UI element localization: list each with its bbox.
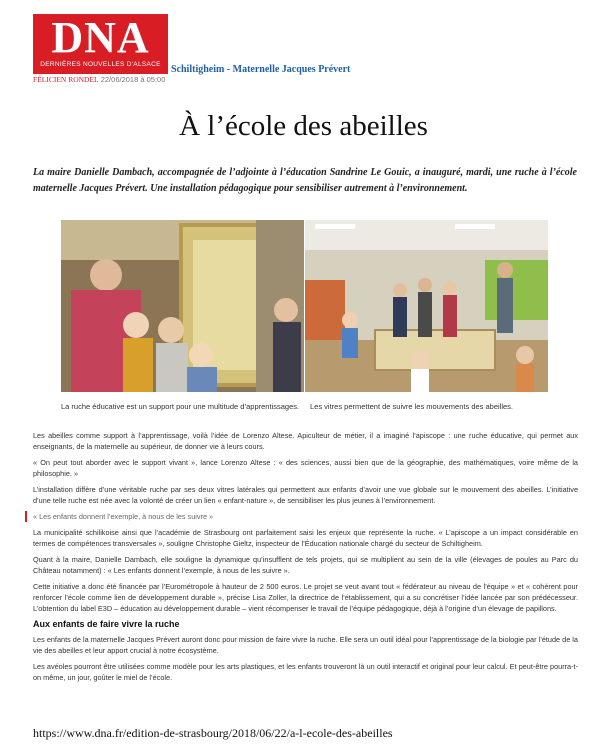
photo-classroom[interactable]: [305, 220, 548, 392]
logo-subtitle: DERNIÈRES NOUVELLES D'ALSACE: [40, 61, 161, 68]
article-paragraph: Quant à la maire, Danielle Dambach, elle souligne la dynamique qu’insufflent de tels projets, qui se multiplient au sein de la ville (élevages de poules au Parc du Château notamment) : « Les enfants donnent l’exemple, à nous de les suivre ».: [33, 555, 578, 575]
logo-wordmark: DNA: [51, 13, 150, 62]
byline-date: 22/06/2018 à 05:00: [100, 75, 166, 84]
article-paragraph: Les avéoles pourront être utilisées comme modèle pour les arts plastiques, et les enfants trouveront là un outil interactif et original pour leur calcul. Et peut-être pourra-t-on même, un jour, goûter le miel de l’école.: [33, 662, 578, 682]
pull-quote: « Les enfants donnent l’exemple, à nous de les suivre »: [25, 511, 578, 522]
article-subheading: Aux enfants de faire vivre la ruche: [33, 619, 180, 629]
article-paragraph: Cette initiative a donc été financée par l’Eurométropole à hauteur de 2 500 euros. Le projet se veut avant tout « fédérateur au niveau de l’équipe » et « cohérent pour renforcer l’école comme lien de développement durable », précise Lisa Zoller, la directrice de l’établissement, qui a su concrétiser l’idée lancée par son prédécesseur. L’obtention du label E3D – éducation au développement durable – vient récompenser le travail de l’équipe pédagogique, déjà à l’origine d’un élevage de papillons.: [33, 582, 578, 613]
article-paragraph: L’installation diffère d’une véritable ruche par ses deux vitres latérales qui permettent aux enfants d’avoir une vue globale sur le mouvement des abeilles. L’initiative d’une telle ruche est née avec la volonté de créer un lien « enfant-nature », de sensibiliser les plus jeunes à l’environnement.: [33, 485, 578, 505]
photo-beehive[interactable]: [61, 220, 304, 392]
article-paragraph: « On peut tout aborder avec le support vivant », lance Lorenzo Altese : « des sciences, aussi bien que de la géographie, des mathématiques, voire même de la philosophie. »: [33, 458, 578, 478]
dna-logo[interactable]: [33, 14, 168, 74]
article-title: À l’école des abeilles: [179, 110, 428, 142]
photo-classroom-illustration: [305, 220, 548, 392]
article-paragraph: Les enfants de la maternelle Jacques Prévert auront donc pour mission de faire vivre la ruche. Elle sera un outil idéal pour l’apprentissage de la biologie par l’étude de la vie des abeilles et leur apport crucial à notre écosystème.: [33, 635, 578, 655]
byline: [33, 75, 165, 84]
byline-author: FÉLICIEN RONDEL: [33, 75, 99, 84]
article-lead: La maire Danielle Dambach, accompagnée de l’adjointe à l’éducation Sandrine Le Gouic, a inauguré, mardi, une ruche à l’école maternelle Jacques Prévert. Une installation pédagogique pour sensibiliser autrement à l’environnement.: [33, 167, 577, 194]
source-url-link[interactable]: https://www.dna.fr/edition-de-strasbourg/2018/06/22/a-l-ecole-des-abeilles: [33, 726, 393, 740]
photo-classroom-caption: Les vitres permettent de suivre les mouvements des abeilles.: [310, 402, 514, 411]
section-label[interactable]: Schiltigheim - Maternelle Jacques Prévert: [171, 64, 351, 75]
article-paragraph: La municipalité schilikoise ainsi que l’académie de Strasbourg ont parfaitement saisi les enjeux que représente la ruche. « L’apiscope a un impact considérable en termes de compétences transversales », souligne Christophe Gieltz, inspecteur de l’Éducation nationale chargé du secteur de Schiltigheim.: [33, 528, 578, 548]
article-body: [33, 430, 578, 688]
article-paragraph: Les abeilles comme support à l’apprentissage, voilà l’idée de Lorenzo Altese. Apiculteur de métier, il a imaginé l’apiscope : une ruche éducative, qui permet aux enseignants, de la maternelle au supérieur, de donner vie à leurs cours.: [33, 431, 578, 451]
photo-beehive-illustration: [61, 220, 304, 392]
photo-beehive-caption: La ruche éducative est un support pour une multitude d’apprentissages.: [61, 402, 300, 411]
